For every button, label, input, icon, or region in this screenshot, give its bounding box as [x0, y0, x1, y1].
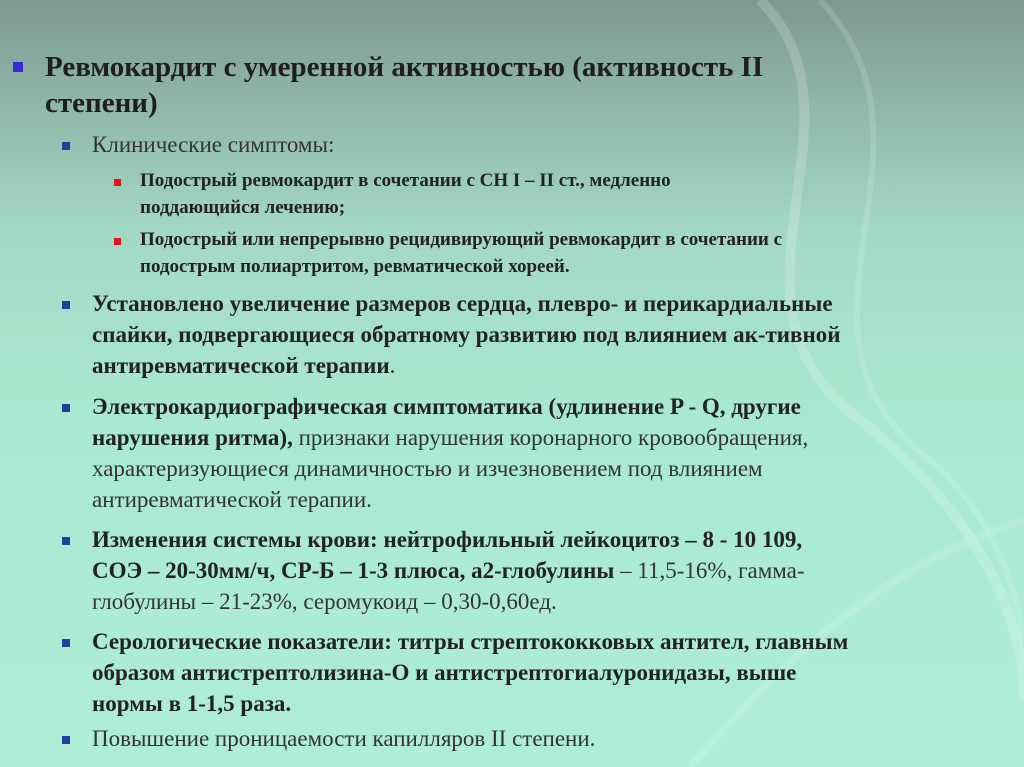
serology-bullet-icon	[62, 639, 70, 647]
ecg-line1: Электрокардиографическая симптоматика (удлинение P - Q, другие	[92, 394, 801, 419]
clinical-sub2-line2: подострым полиартритом, ревматической хореей.	[140, 256, 570, 277]
sub1-bullet-icon	[114, 179, 121, 186]
title-bullet-icon	[13, 62, 23, 72]
ecg-line3: характеризующиеся динамичностью и изчезновением под влиянием	[92, 456, 763, 481]
clinical-sub1-line2: поддающийся лечению;	[140, 197, 346, 218]
ecg-line2-bold: нарушения ритма),	[92, 425, 293, 450]
capillary-line1: Повышение проницаемости капилляров II степени.	[92, 726, 596, 751]
clinical-sub2-line1: Подострый или непрерывно рецидивирующий ревмокардит в сочетании с	[140, 229, 783, 250]
clinical-symptoms-label: Клинические симптомы:	[92, 132, 335, 157]
clinical-sub1-line1: Подострый ревмокардит в сочетании с СН I – II ст., медленно	[140, 170, 671, 191]
ecg-line2	[92, 423, 808, 453]
ecg-bullet-icon	[62, 404, 70, 412]
blood-line1: Изменения системы крови: нейтрофильный лейкоцитоз – 8 - 10 109,	[92, 527, 803, 552]
clinical-bullet-icon	[62, 142, 70, 150]
serology-line3: нормы в 1-1,5 раза.	[92, 691, 292, 716]
slide-title-line1: Ревмокардит с умеренной активностью (активность II	[45, 51, 764, 83]
ecg-line4: антиревматической терапии.	[92, 487, 372, 512]
blood-bullet-icon	[62, 537, 70, 545]
serology-line1: Серологические показатели: титры стрептококковых антител, главным	[92, 629, 849, 654]
heart-bullet-icon	[62, 301, 70, 309]
blood-line2-rest: – 11,5-16%, гамма-	[614, 558, 805, 583]
slide-title-line2: степени)	[45, 87, 158, 119]
serology-line2: образом антистрептолизина-О и антистрептогиалуронидазы, выше	[92, 660, 797, 685]
heart-line3-bold: антиревматической терапии	[92, 353, 390, 378]
heart-line3-rest: .	[389, 353, 396, 378]
blood-line3: глобулины – 21-23%, серомукоид – 0,30-0,60ед.	[92, 589, 557, 614]
ecg-line2-rest: признаки нарушения коронарного кровообращения,	[292, 425, 809, 450]
blood-line2	[92, 556, 805, 586]
blood-line2-bold: СОЭ – 20-30мм/ч, СР-Б – 1-3 плюса, а2-глобулины	[92, 558, 615, 583]
heart-line3	[92, 351, 395, 381]
sub2-bullet-icon	[114, 238, 121, 245]
heart-line2: спайки, подвергающиеся обратному развитию под влиянием ак-тивной	[92, 322, 841, 347]
capillary-bullet-icon	[62, 736, 70, 744]
heart-line1: Установлено увеличение размеров сердца, плевро- и перикардиальные	[92, 291, 833, 316]
